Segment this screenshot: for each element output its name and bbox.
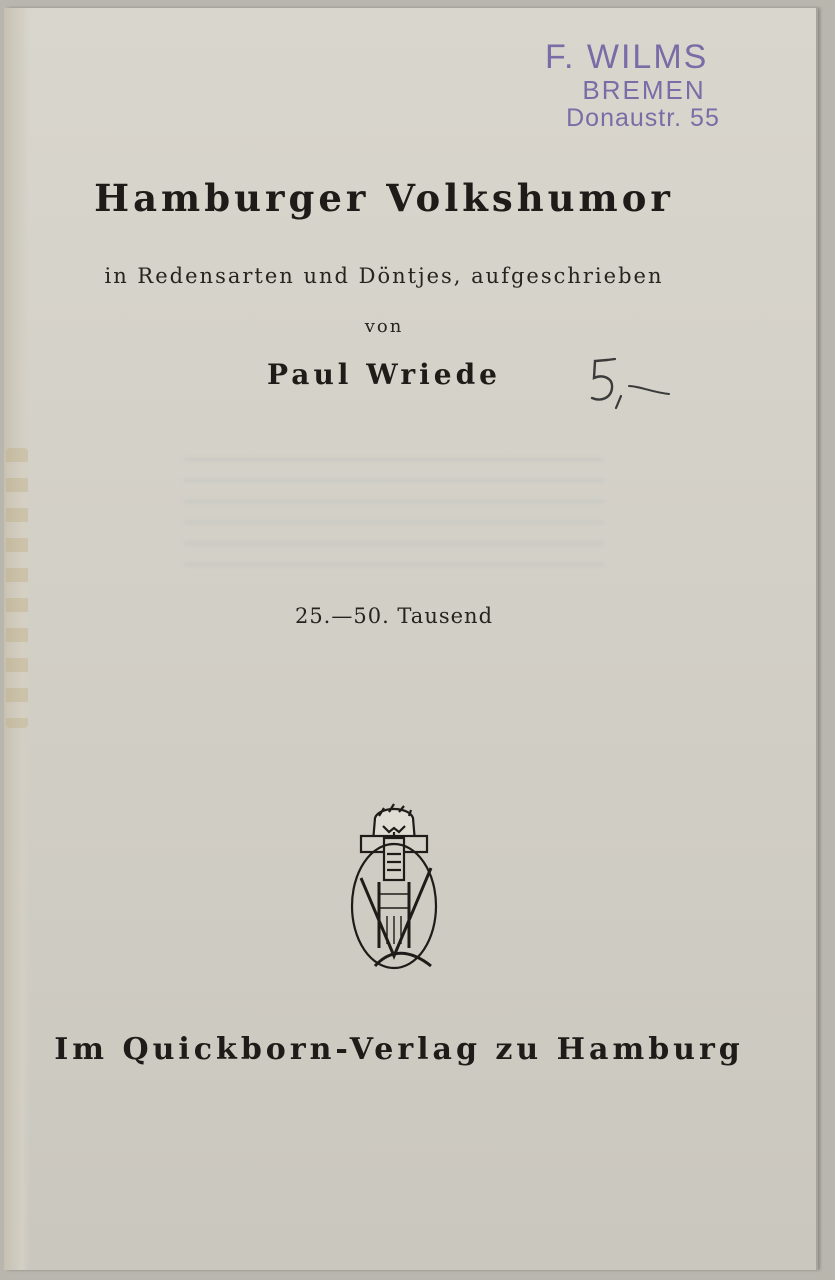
by-line: von <box>364 316 404 337</box>
book-title: Hamburger Volkshumor <box>94 176 674 220</box>
owner-stamp <box>545 38 749 132</box>
show-through-text <box>184 458 604 568</box>
book-subtitle: in Redensarten und Döntjes, aufgeschrieben <box>104 264 664 288</box>
publisher-emblem-icon <box>339 798 449 978</box>
edition-note: 25.—50. Tausend <box>294 604 494 628</box>
spine-wear <box>6 448 28 728</box>
stamp-line-1: F. WILMS <box>545 38 709 76</box>
stamp-line-3: Donaustr. 55 <box>566 104 720 132</box>
stamp-line-2: BREMEN <box>582 75 706 105</box>
publisher-line: Im Quickborn-Verlag zu Hamburg <box>54 1032 744 1067</box>
book-cover-page <box>4 8 816 1270</box>
author-name: Paul Wriede <box>267 358 501 391</box>
